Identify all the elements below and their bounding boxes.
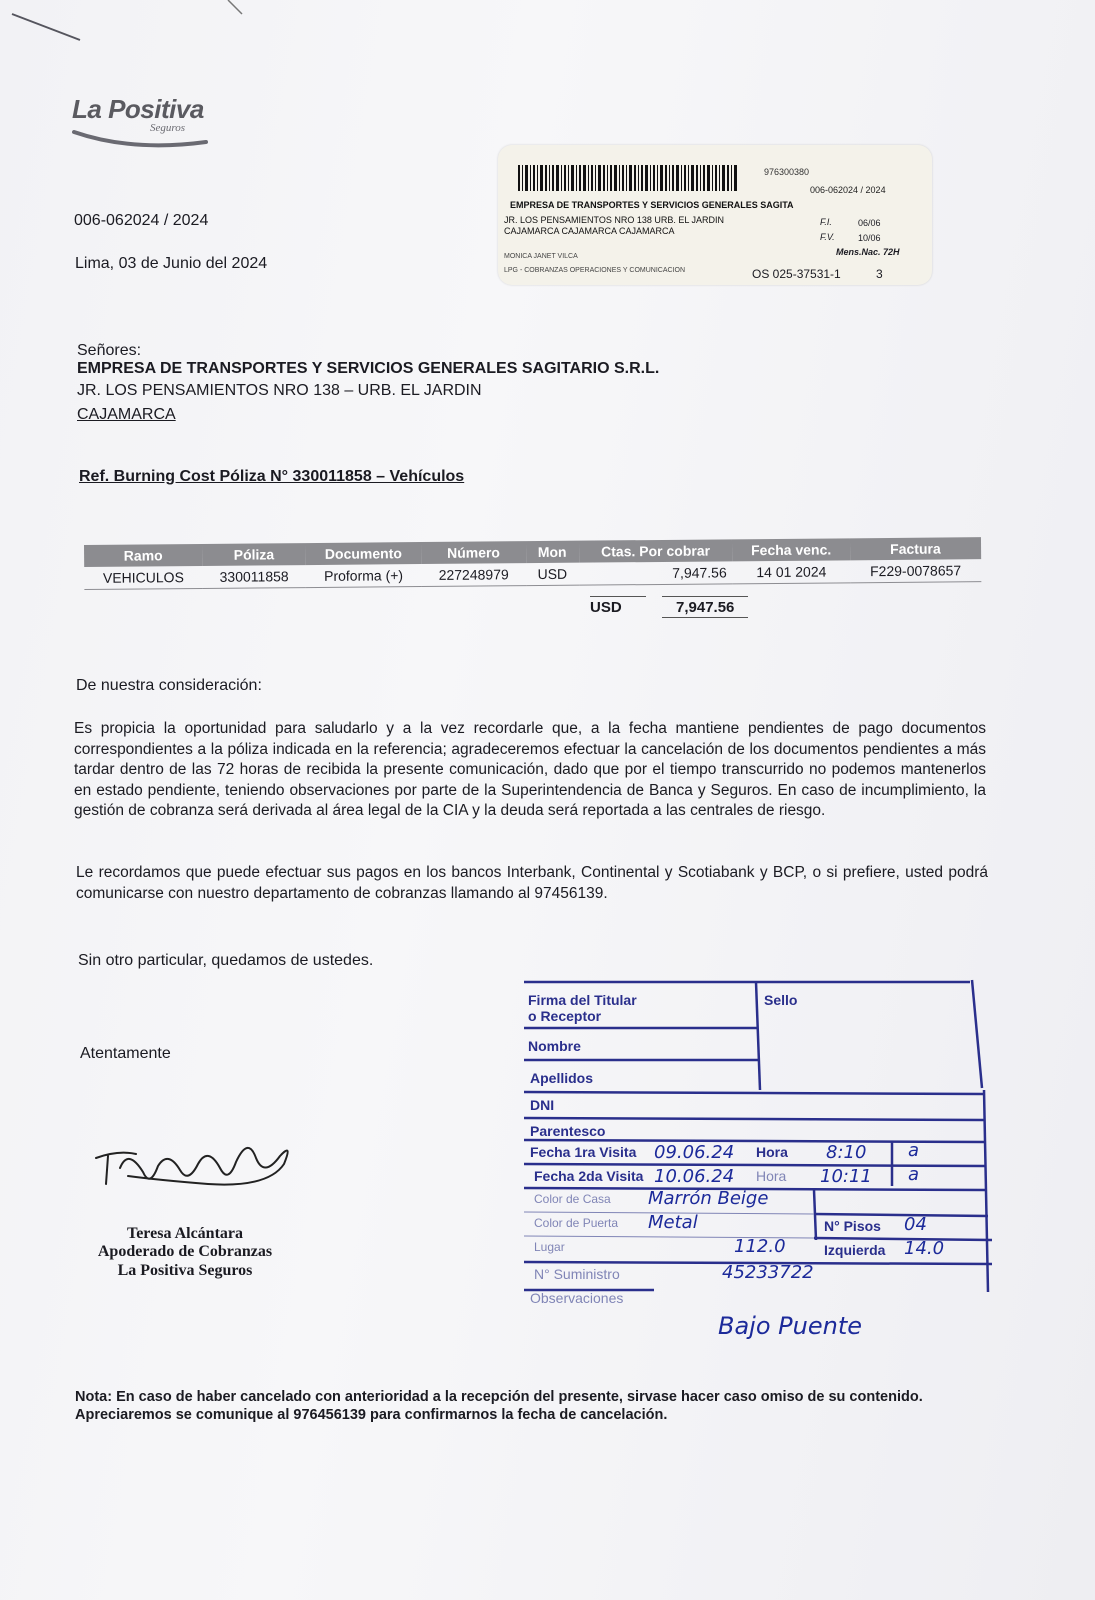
label-address-line1: JR. LOS PENSAMIENTOS NRO 138 URB. EL JARDIN bbox=[504, 215, 725, 225]
stamp-suministro-label: N° Suministro bbox=[534, 1266, 620, 1282]
barcode-icon bbox=[518, 165, 738, 191]
salutation: Señores: bbox=[77, 342, 142, 359]
stamp-izquierda-value: 14.0 bbox=[904, 1238, 945, 1259]
total-amount: 7,947.56 bbox=[662, 596, 748, 618]
stamp-receptor-label: o Receptor bbox=[528, 1008, 602, 1024]
body-paragraph-2: Le recordamos que puede efectuar sus pagos en los bancos Interbank, Continental y Scotiabank y BCP, o si prefiere, usted podrá comunicarse con nuestro departamento de cobranzas llamando al 97456139. bbox=[76, 864, 988, 902]
stamp-observaciones-value: Bajo Puente bbox=[718, 1312, 862, 1340]
column-header: Fecha venc. bbox=[732, 538, 849, 561]
logo-swoosh-icon bbox=[72, 128, 212, 150]
stamp-izquierda-label: Izquierda bbox=[824, 1242, 886, 1258]
column-header: Documento bbox=[305, 542, 421, 565]
atentamente: Atentamente bbox=[80, 1045, 171, 1062]
stamp-fecha1-label: Fecha 1ra Visita bbox=[530, 1144, 637, 1160]
column-header: Póliza bbox=[202, 543, 305, 566]
closing-line: Sin otro particular, quedamos de ustedes. bbox=[78, 952, 374, 969]
stamp-firma-label: Firma del Titular bbox=[528, 992, 637, 1008]
company-logo bbox=[72, 94, 204, 134]
letter-date: Lima, 03 de Junio del 2024 bbox=[75, 255, 268, 272]
footer-note: Nota: En caso de haber cancelado con anterioridad a la recepción del presente, sirvase hacer caso omiso de su contenido. Apreciaremos se comunique al 976456139 para confirmarnos la fecha de cancelación. bbox=[75, 1389, 923, 1423]
stamp-hora2-label: Hora bbox=[756, 1168, 787, 1184]
cell-documento: Proforma (+) bbox=[306, 564, 422, 588]
stamp-hora1-label: Hora bbox=[756, 1144, 788, 1160]
column-header: Ramo bbox=[84, 544, 202, 567]
signature-icon bbox=[88, 1128, 298, 1208]
label-mensajeria: Mens.Nac. 72H bbox=[836, 247, 900, 257]
label-address-line2: CAJAMARCA CAJAMARCA CAJAMARCA bbox=[504, 226, 675, 236]
label-fi-value: 06/06 bbox=[858, 218, 881, 228]
label-os-number: OS 025-37531-1 bbox=[752, 267, 841, 281]
delivery-stamp bbox=[524, 978, 994, 1308]
cell-factura: F229-0078657 bbox=[850, 559, 981, 583]
stamp-parentesco-label: Parentesco bbox=[530, 1123, 606, 1139]
stamp-lugar-label: Lugar bbox=[534, 1240, 565, 1254]
debt-table bbox=[84, 537, 981, 590]
label-barcode-number: 976300380 bbox=[764, 167, 810, 177]
recipient-company: EMPRESA DE TRANSPORTES Y SERVICIOS GENERALES SAGITARIO S.R.L. bbox=[77, 360, 660, 377]
column-header: Número bbox=[421, 541, 526, 564]
staple-mark bbox=[0, 0, 260, 60]
label-quantity: 3 bbox=[876, 267, 883, 281]
stamp-observaciones-label: Observaciones bbox=[530, 1290, 624, 1306]
label-company: EMPRESA DE TRANSPORTES Y SERVICIOS GENERALES SAGITA bbox=[510, 200, 794, 210]
stamp-derecha-value: 112.0 bbox=[734, 1236, 786, 1257]
label-courier: MONICA JANET VILCA bbox=[504, 253, 578, 260]
label-doc-code: 006-062024 / 2024 bbox=[810, 185, 886, 195]
label-department: LPG - COBRANZAS OPERACIONES Y COMUNICACION bbox=[504, 267, 685, 274]
column-header: Ctas. Por cobrar bbox=[579, 539, 733, 562]
stamp-casa-value: Marrón Beige bbox=[648, 1188, 769, 1209]
stamp-ampm1: a bbox=[908, 1140, 920, 1161]
cell-fecha-venc: 14 01 2024 bbox=[733, 560, 850, 584]
recipient-address: JR. LOS PENSAMIENTOS NRO 138 – URB. EL JARDIN bbox=[77, 382, 482, 399]
stamp-sello-label: Sello bbox=[764, 992, 798, 1008]
stamp-ampm2: a bbox=[908, 1164, 920, 1185]
logo-sub: Seguros bbox=[150, 122, 186, 134]
cell-poliza: 330011858 bbox=[202, 565, 305, 588]
stamp-dni-label: DNI bbox=[530, 1097, 555, 1113]
column-header: Factura bbox=[850, 537, 981, 560]
greeting: De nuestra consideración: bbox=[76, 677, 262, 694]
recipient-city: CAJAMARCA bbox=[77, 406, 176, 423]
document-code: 006-062024 / 2024 bbox=[74, 212, 209, 229]
stamp-fecha2-value: 10.06.24 bbox=[654, 1166, 735, 1187]
signatory-role: Apoderado de Cobranzas bbox=[97, 1243, 273, 1260]
label-fv: F.V. bbox=[820, 232, 835, 242]
stamp-hora2-value: 10:11 bbox=[820, 1166, 872, 1187]
cell-amount: 7,947.56 bbox=[579, 561, 733, 585]
body-paragraph-1: Es propicia la oportunidad para saludarlo y a la vez recordarle que, a la fecha mantiene pendientes de pago documentos correspondientes a la póliza indicada en la referencia; agradeceremos efectuar la cancelación de los documentos pendientes a más tardar dentro de las 72 horas de recibida la presente comunicación, dado que por el tiempo transcurrido no podemos mantenerlos en estado pendiente, teniendo observaciones por parte de la Superintendencia de Banca y Seguros. En caso de incumplimiento, la gestión de cobranza será derivada al área legal de la CIA y la deuda será reportada a las centrales de riesgo. bbox=[74, 720, 986, 819]
stamp-pisos-value: 04 bbox=[904, 1214, 927, 1235]
signatory-name: Teresa Alcántara bbox=[127, 1225, 243, 1242]
signatory-company: La Positiva Seguros bbox=[117, 1262, 253, 1279]
cell-numero: 227248979 bbox=[421, 563, 526, 586]
total-currency: USD bbox=[590, 596, 646, 616]
stamp-puerta-value: Metal bbox=[648, 1212, 698, 1233]
label-fi: F.I. bbox=[820, 217, 832, 227]
reference-line: Ref. Burning Cost Póliza N° 330011858 – Vehículos bbox=[79, 468, 465, 485]
stamp-nombre-label: Nombre bbox=[528, 1038, 581, 1054]
stamp-suministro-value: 45233722 bbox=[722, 1262, 814, 1283]
stamp-fecha2-label: Fecha 2da Visita bbox=[534, 1168, 644, 1184]
stamp-apellidos-label: Apellidos bbox=[530, 1070, 594, 1086]
logo-name: La Positiva bbox=[72, 94, 204, 124]
cell-ramo: VEHICULOS bbox=[84, 566, 202, 590]
stamp-hora1-value: 8:10 bbox=[826, 1142, 867, 1163]
cell-moneda: USD bbox=[526, 563, 579, 586]
stamp-fecha1-value: 09.06.24 bbox=[654, 1142, 735, 1163]
column-header: Mon bbox=[526, 541, 579, 563]
stamp-puerta-label: Color de Puerta bbox=[534, 1216, 619, 1230]
stamp-casa-label: Color de Casa bbox=[534, 1192, 611, 1206]
courier-label bbox=[498, 145, 932, 285]
label-fv-value: 10/06 bbox=[858, 233, 881, 243]
stamp-pisos-label: N° Pisos bbox=[824, 1218, 881, 1234]
